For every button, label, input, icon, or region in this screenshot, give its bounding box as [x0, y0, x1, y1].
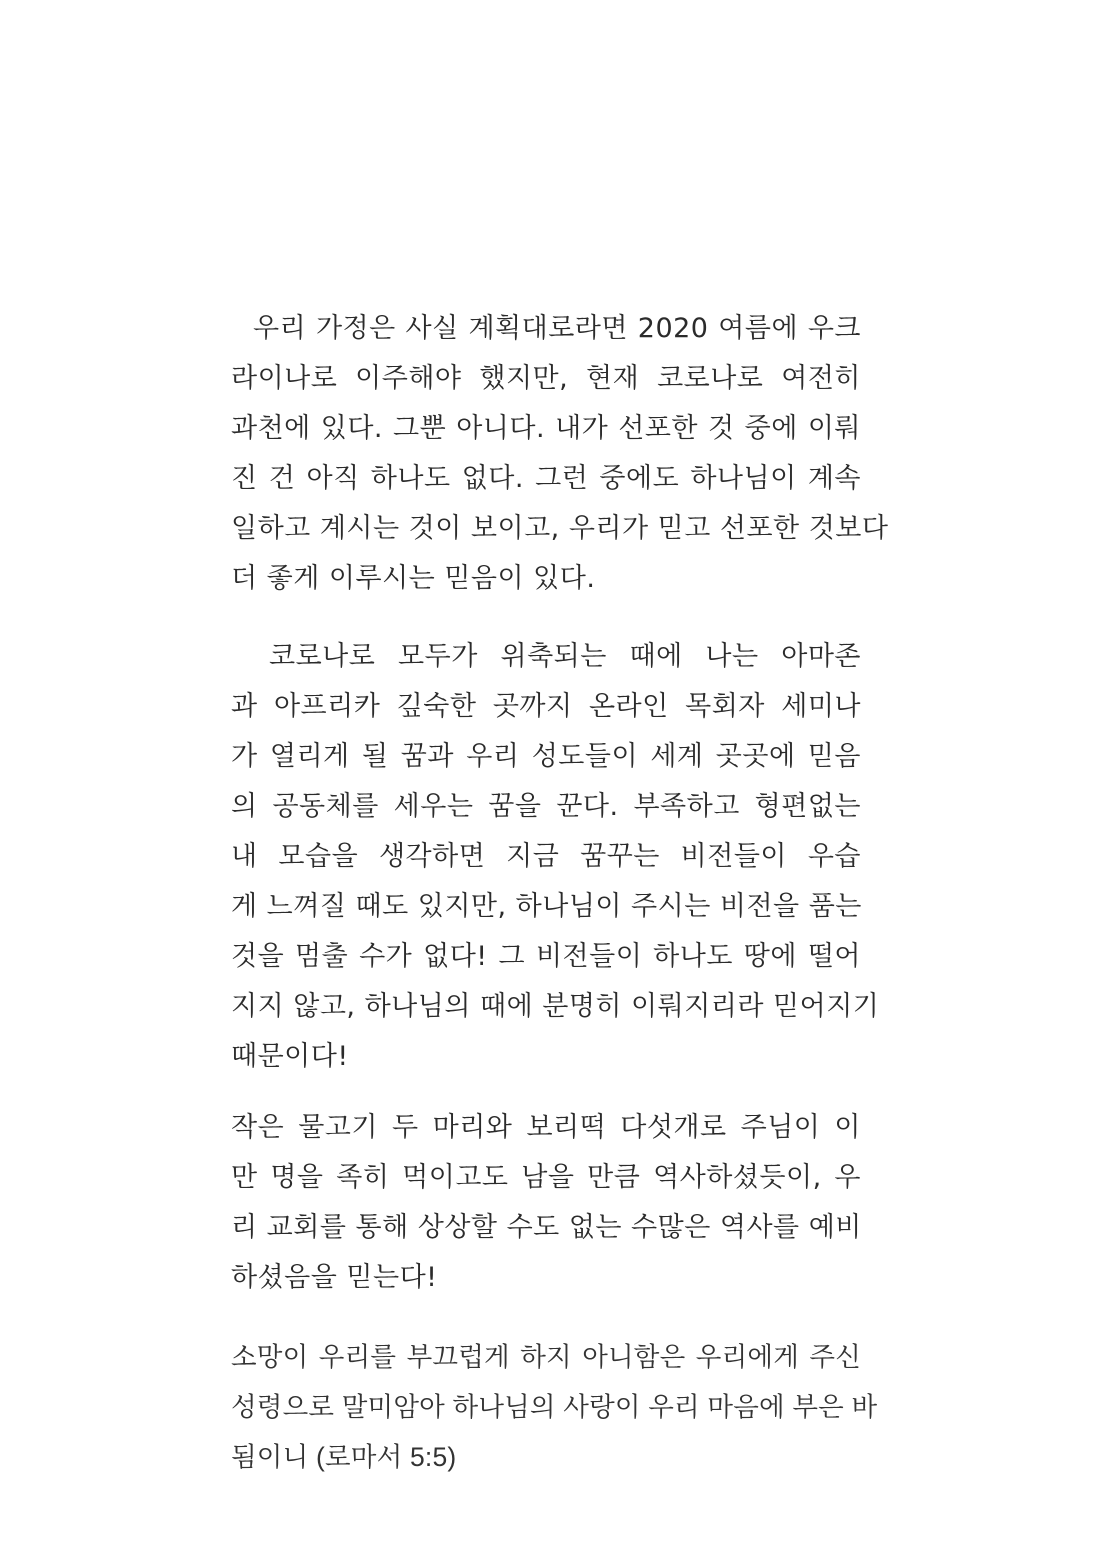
paragraph-line: 일하고 계시는 것이 보이고, 우리가 믿고 선포한 것보다 — [231, 513, 889, 544]
paragraph-line: 작은 물고기 두 마리와 보리떡 다섯개로 주님이 이 — [231, 1112, 861, 1143]
paragraph-line: 만 명을 족히 먹이고도 남을 만큼 역사하셨듯이, 우 — [231, 1162, 861, 1193]
paragraph-vision-dreams — [231, 632, 880, 1082]
paragraph-line: 코로나로 모두가 위축되는 때에 나는 아마존 — [269, 641, 861, 672]
paragraph-line: 리 교회를 통해 상상할 수도 없는 수많은 역사를 예비 — [231, 1212, 862, 1243]
paragraph-family-plans — [231, 304, 889, 604]
paragraph-line: 것을 멈출 수가 없다! 그 비전들이 하나도 땅에 떨어 — [231, 941, 861, 972]
paragraph-loaves-and-fish — [231, 1103, 861, 1303]
paragraph-line: 지지 않고, 하나님의 때에 분명히 이뤄지리라 믿어지기 — [231, 991, 880, 1022]
paragraph-line: 라이나로 이주해야 했지만, 현재 코로나로 여전히 — [231, 363, 861, 394]
quote-line: 성령으로 말미암아 하나님의 사랑이 우리 마음에 부은 바 — [231, 1392, 878, 1422]
scripture-quote — [231, 1332, 878, 1482]
quote-line: 소망이 우리를 부끄럽게 하지 아니함은 우리에게 주신 — [231, 1342, 861, 1372]
paragraph-line: 하셨음을 믿는다! — [231, 1262, 438, 1293]
paragraph-line: 과 아프리카 깊숙한 곳까지 온라인 목회자 세미나 — [231, 691, 861, 722]
paragraph-line: 내 모습을 생각하면 지금 꿈꾸는 비전들이 우습 — [231, 841, 861, 872]
paragraph-line: 가 열리게 될 꿈과 우리 성도들이 세계 곳곳에 믿음 — [231, 741, 861, 772]
paragraph-line: 과천에 있다. 그뿐 아니다. 내가 선포한 것 중에 이뤄 — [231, 413, 861, 444]
paragraph-line: 우리 가정은 사실 계획대로라면 2020 여름에 우크 — [253, 313, 861, 344]
quote-line: 됨이니 (로마서 5:5) — [231, 1442, 457, 1472]
paragraph-line: 때문이다! — [231, 1041, 349, 1072]
paragraph-line: 게 느껴질 때도 있지만, 하나님이 주시는 비전을 품는 — [231, 891, 862, 922]
paragraph-line: 의 공동체를 세우는 꿈을 꾼다. 부족하고 형편없는 — [231, 791, 861, 822]
paragraph-line: 진 건 아직 하나도 없다. 그런 중에도 하나님이 계속 — [231, 463, 861, 494]
paragraph-line: 더 좋게 이루시는 믿음이 있다. — [231, 563, 596, 594]
